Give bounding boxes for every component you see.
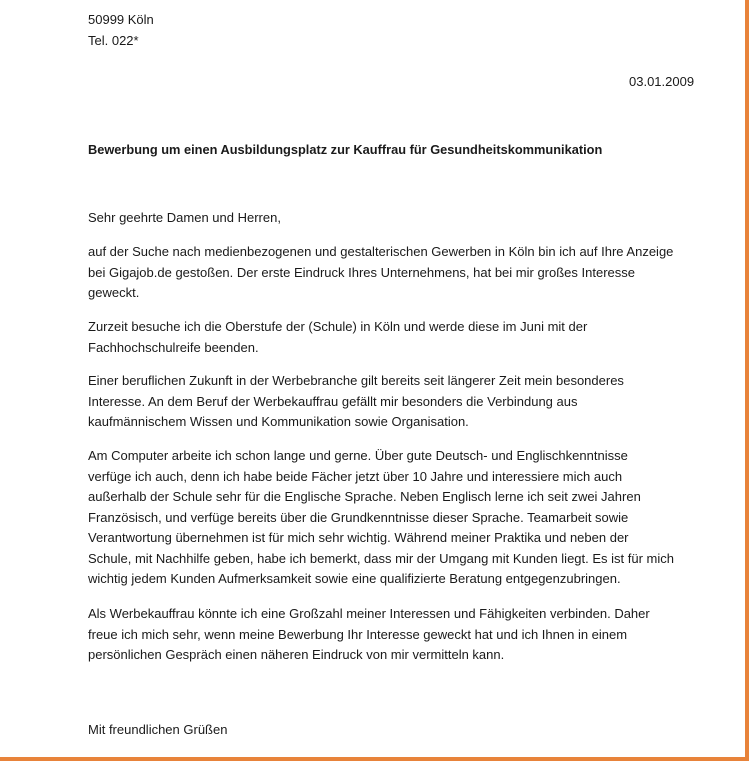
paragraph-line: Am Computer arbeite ich schon lange und gerne. Über gute Deutsch- und Englischkenntnisse xyxy=(88,448,628,463)
closing-greeting: Mit freundlichen Grüßen xyxy=(88,722,228,737)
paragraph-line: Interesse. An dem Beruf der Werbekauffrau gefällt mir besonders die Verbindung aus xyxy=(88,393,578,409)
paragraph-line: Zurzeit besuche ich die Oberstufe der (Schule) in Köln und werde diese im Juni mit der xyxy=(88,319,588,334)
salutation: Sehr geehrte Damen und Herren, xyxy=(88,210,281,225)
body-paragraph-2 xyxy=(88,317,700,358)
body-paragraph-4 xyxy=(88,446,700,590)
paragraph-line: Als Werbekauffrau könnte ich eine Großzahl meiner Interessen und Fähigkeiten verbinden. Daher xyxy=(88,606,650,621)
paragraph-line: verfüge ich auch, denn ich habe beide Fächer jetzt über 10 Jahre und interessiere mich auch xyxy=(88,468,623,484)
paragraph-line: persönlichen Gespräch einen näheren Eindruck von mir vermitteln kann. xyxy=(88,647,505,662)
sender-tel-line: Tel. 022* xyxy=(88,33,139,48)
paragraph-line: Fachhochschulreife beenden. xyxy=(88,339,259,355)
letter-subject: Bewerbung um einen Ausbildungsplatz zur Kauffrau für Gesundheitskommunikation xyxy=(88,142,603,157)
paragraph-line: außerhalb der Schule sehr für die Englische Sprache. Neben Englisch lerne ich seit zwei Jahren xyxy=(88,489,641,504)
paragraph-line: bei Gigajob.de gestoßen. Der erste Eindruck Ihres Unternehmens, hat bei mir großes Interesse xyxy=(88,264,635,280)
paragraph-line: kaufmännischem Wissen und Kommunikation sowie Organisation. xyxy=(88,414,469,429)
body-paragraph-3 xyxy=(88,371,700,433)
paragraph-line: geweckt. xyxy=(88,285,140,300)
paragraph-line: Einer beruflichen Zukunft in der Werbebranche gilt bereits seit längerer Zeit mein besonderes xyxy=(88,373,624,388)
sender-city-line: 50999 Köln xyxy=(88,12,154,27)
body-paragraph-1 xyxy=(88,242,700,304)
paragraph-line: wichtig jedem Kunden Aufmerksamkeit sowie eine qualifizierte Beratung entgegenzubringen. xyxy=(88,571,621,586)
paragraph-line: auf der Suche nach medienbezogenen und gestalterischen Gewerben in Köln bin ich auf Ihre Anzeige xyxy=(88,244,674,259)
paragraph-line: Verantwortung übernehmen ist für mich sehr wichtig. Während meiner Praktika und neben der xyxy=(88,530,629,545)
paragraph-line: Schule, mit Nachhilfe geben, habe ich bemerkt, dass mir der Umgang mit Kunden liegt. Es ist für mich xyxy=(88,550,674,566)
paragraph-line: freue ich mich sehr, wenn meine Bewerbung Ihr Interesse geweckt hat und ich Ihnen in einem xyxy=(88,626,628,642)
letter-date: 03.01.2009 xyxy=(629,74,695,89)
paragraph-line: Französisch, und verfüge bereits über die Grundkenntnisse dieser Sprache. Teamarbeit sowie xyxy=(88,509,629,525)
body-paragraph-5 xyxy=(88,604,700,666)
